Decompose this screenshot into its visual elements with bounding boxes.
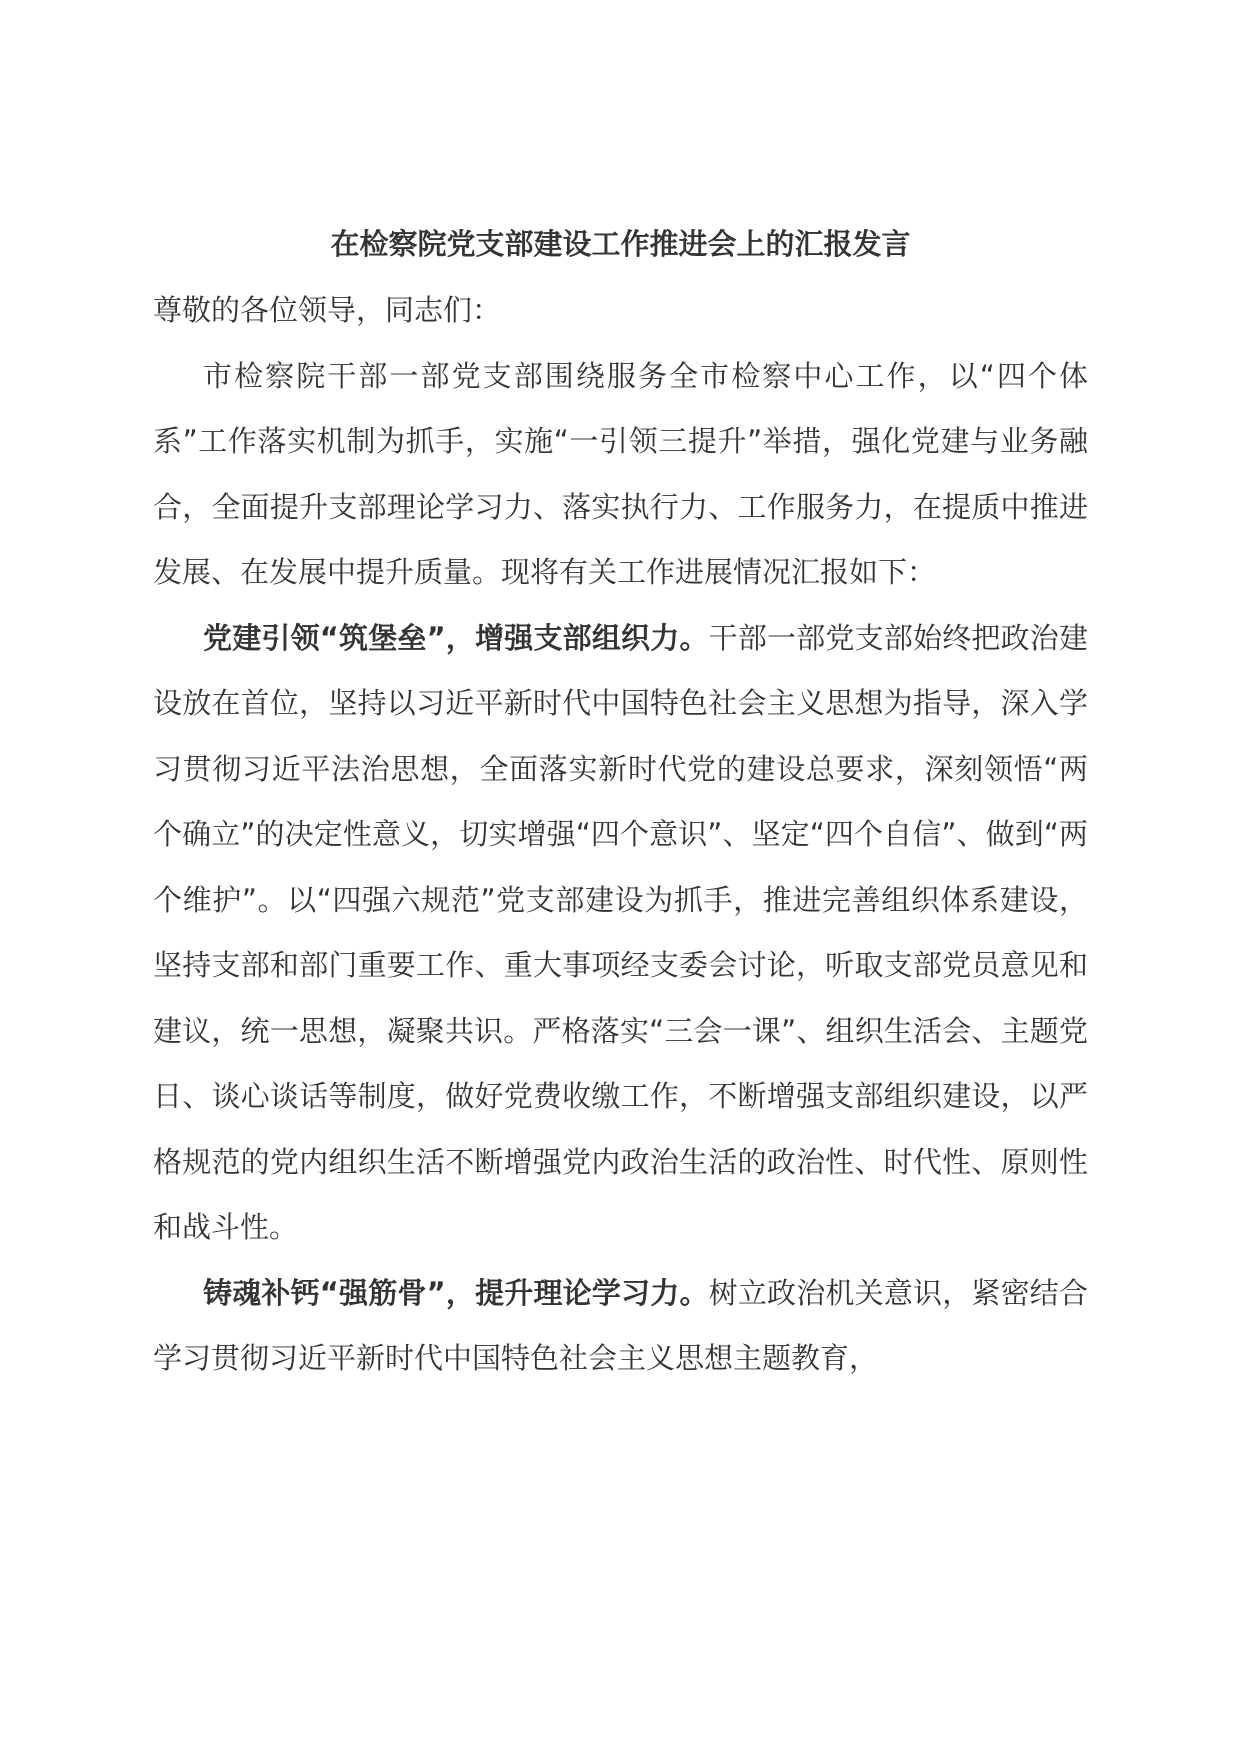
- paragraph-theory-study-heading: 铸魂补钙“强筋骨”，提升理论学习力。: [203, 1275, 709, 1310]
- paragraph-theory-study-text: 树立政治机关意识，紧密结合学习贯彻习近平新时代中国特色社会主义思想主题教育，: [153, 1275, 1088, 1375]
- salutation: 尊敬的各位领导，同志们：: [153, 293, 502, 327]
- paragraph-party-building-heading: 党建引领“筑堡垒”，增强支部组织力。: [203, 620, 709, 655]
- paragraph-party-building: [153, 606, 1088, 1261]
- paragraph-theory-study: [153, 1261, 1088, 1392]
- document-body: [153, 278, 1088, 1392]
- document-title: 在检察院党支部建设工作推进会上的汇报发言: [330, 227, 911, 261]
- paragraph-party-building-text: 干部一部党支部始终把政治建设放在首位，坚持以习近平新时代中国特色社会主义思想为指导，深入学习贯彻习近平法治思想，全面落实新时代党的建设总要求，深刻领悟“两个确立”的决定性意义，切实增强“四个意识”、坚定“四个自信”、做到“两个维护”。以“四强六规范”党支部建设为抓手，推进完善组织体系建设，坚持支部和部门重要工作、重大事项经支委会讨论，听取支部党员意见和建议，统一思想，凝聚共识。严格落实“三会一课”、组织生活会、主题党日、谈心谈话等制度，做好党费收缴工作，不断增强支部组织建设，以严格规范的党内组织生活不断增强党内政治生活的政治性、时代性、原则性和战斗性。: [153, 620, 1088, 1244]
- paragraph-intro-text: 市检察院干部一部党支部围绕服务全市检察中心工作，以“四个体系”工作落实机制为抓手，实施“一引领三提升”举措，强化党建与业务融合，全面提升支部理论学习力、落实执行力、工作服务力，在提质中推进发展、在发展中提升质量。现将有关工作进展情况汇报如下：: [153, 358, 1088, 589]
- paragraph-intro: [153, 344, 1088, 606]
